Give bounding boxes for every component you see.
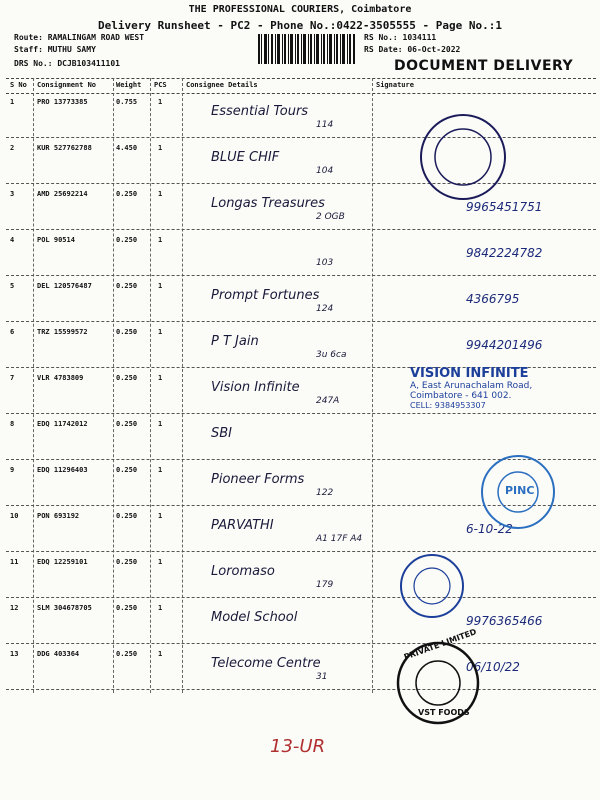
row-consignment-number: VLR 4783809 <box>37 374 84 382</box>
row-sno: 8 <box>10 420 15 428</box>
row-sno: 5 <box>10 282 15 290</box>
col-sno: S No <box>10 81 27 89</box>
row-consignee-handwriting: Model School <box>211 610 298 625</box>
row-consignment-number: PON 693192 <box>37 512 80 520</box>
row-sno: 9 <box>10 466 15 474</box>
table-row <box>6 184 596 230</box>
row-weight: 0.250 <box>116 190 138 198</box>
row-consignee-extra: 124 <box>316 304 334 314</box>
row-weight: 0.250 <box>116 282 138 290</box>
row-sno: 7 <box>10 374 15 382</box>
row-consignment-number: DDG 403364 <box>37 650 80 658</box>
route-label: Route: RAMALINGAM ROAD WEST <box>14 33 145 42</box>
row-consignee-handwriting: Loromaso <box>211 564 275 579</box>
blue-round-stamp-icon <box>398 552 466 620</box>
round-stamp-icon <box>418 112 508 202</box>
row-sno: 4 <box>10 236 15 244</box>
row-pcs: 1 <box>158 98 163 106</box>
row-consignee-extra: 31 <box>316 672 328 682</box>
row-pcs: 1 <box>158 374 163 382</box>
row-consignee-extra: 103 <box>316 258 334 268</box>
row-sno: 11 <box>10 558 19 566</box>
row-weight: 4.450 <box>116 144 138 152</box>
row-consignee-handwriting: Vision Infinite <box>211 380 300 395</box>
row-consignment-number: TRZ 15599572 <box>37 328 88 336</box>
row-consignment-number: SLM 304678705 <box>37 604 92 612</box>
row-weight: 0.250 <box>116 604 138 612</box>
row-weight: 0.250 <box>116 466 138 474</box>
row-signature: 9944201496 <box>466 338 543 352</box>
row-consignee-handwriting: SBI <box>211 426 233 441</box>
table-row <box>6 276 596 322</box>
pinc-stamp-text: PINC <box>505 484 535 497</box>
vision-stamp-city: Coimbatore - 641 002. <box>410 391 512 401</box>
staff-label: Staff: MUTHU SAMY <box>14 45 96 54</box>
table-row <box>6 552 596 598</box>
row-signature: 9976365466 <box>466 614 543 628</box>
row-consignee-extra: 2 OGB <box>316 212 345 222</box>
row-consignee-extra: 247A <box>316 396 340 406</box>
table-row <box>6 598 596 644</box>
row-sno: 13 <box>10 650 19 658</box>
row-weight: 0.250 <box>116 374 138 382</box>
row-sno: 6 <box>10 328 15 336</box>
row-consignment-number: EDQ 11742012 <box>37 420 88 428</box>
vst-foods-text: VST FOODS <box>418 708 470 717</box>
row-consignment-number: POL 90514 <box>37 236 75 244</box>
row-sno: 1 <box>10 98 15 106</box>
row-consignee-extra: A1 17F A4 <box>316 534 363 544</box>
table-row <box>6 230 596 276</box>
vision-infinite-stamp <box>410 366 600 410</box>
rs-number: RS No.: 1034111 <box>364 33 437 42</box>
col-signature: Signature <box>376 81 414 89</box>
row-pcs: 1 <box>158 558 163 566</box>
row-consignee-extra: 104 <box>316 166 334 176</box>
row-consignment-number: EDQ 11296403 <box>37 466 88 474</box>
row-consignee-extra: 179 <box>316 580 334 590</box>
row-signature: 4366795 <box>466 292 520 306</box>
row-consignee-handwriting: PARVATHI <box>211 518 274 533</box>
row-consignment-number: KUR 527762788 <box>37 144 92 152</box>
row-signature: 6-10-22 <box>466 522 513 536</box>
row-pcs: 1 <box>158 236 163 244</box>
col-pcs: PCS <box>154 81 167 89</box>
col-consignee: Consignee Details <box>186 81 258 89</box>
row-pcs: 1 <box>158 466 163 474</box>
rs-date: RS Date: 06-Oct-2022 <box>364 45 461 54</box>
row-sno: 12 <box>10 604 19 612</box>
row-divider <box>6 689 596 690</box>
row-consignee-extra: 3u 6ca <box>316 350 347 360</box>
col-weight: Weight <box>116 81 142 89</box>
row-consignee-extra: 114 <box>316 120 334 130</box>
row-consignee-handwriting: BLUE CHIF <box>211 150 280 165</box>
drs-number: DRS No.: DCJB103411101 <box>14 59 120 68</box>
row-consignment-number: PRO 13773385 <box>37 98 88 106</box>
row-signature: 06/10/22 <box>466 660 520 674</box>
handwritten-footnote: 13-UR <box>270 736 326 757</box>
row-weight: 0.755 <box>116 98 138 106</box>
company-title: THE PROFESSIONAL COURIERS, Coimbatore <box>188 4 412 15</box>
row-consignee-handwriting: Prompt Fortunes <box>211 288 320 303</box>
row-consignment-number: DEL 120576487 <box>37 282 92 290</box>
row-sno: 2 <box>10 144 15 152</box>
row-pcs: 1 <box>158 420 163 428</box>
row-signature: 9965451751 <box>466 200 543 214</box>
row-consignee-handwriting: Longas Treasures <box>211 196 325 211</box>
row-pcs: 1 <box>158 328 163 336</box>
row-weight: 0.250 <box>116 236 138 244</box>
document-delivery-stamp: DOCUMENT DELIVERY <box>394 58 574 74</box>
row-weight: 0.250 <box>116 558 138 566</box>
row-consignment-number: EDQ 12259101 <box>37 558 88 566</box>
vision-stamp-address: A, East Arunachalam Road, <box>410 381 533 391</box>
row-weight: 0.250 <box>116 328 138 336</box>
row-weight: 0.250 <box>116 512 138 520</box>
private-limited-text: PRIVATE LIMITED <box>402 627 478 662</box>
table-row <box>6 322 596 368</box>
vision-stamp-name: VISION INFINITE <box>410 366 529 381</box>
runsheet-subtitle: Delivery Runsheet - PC2 - Phone No.:0422-3505555 - Page No.:1 <box>98 19 502 32</box>
vision-stamp-cell: CELL: 9384953307 <box>410 401 486 410</box>
row-pcs: 1 <box>158 282 163 290</box>
row-consignee-handwriting: Essential Tours <box>211 104 309 119</box>
row-signature: 9842224782 <box>466 246 543 260</box>
table-row <box>6 644 596 690</box>
row-consignee-handwriting: Telecome Centre <box>211 656 321 671</box>
row-pcs: 1 <box>158 604 163 612</box>
barcode-image <box>258 34 355 64</box>
table-row <box>6 92 596 138</box>
col-consignment: Consignment No <box>37 81 97 89</box>
row-consignee-extra: 122 <box>316 488 334 498</box>
row-pcs: 1 <box>158 144 163 152</box>
row-weight: 0.250 <box>116 420 138 428</box>
row-pcs: 1 <box>158 650 163 658</box>
row-sno: 10 <box>10 512 19 520</box>
row-consignee-handwriting: Pioneer Forms <box>211 472 305 487</box>
row-pcs: 1 <box>158 190 163 198</box>
row-consignee-handwriting: P T Jain <box>211 334 259 349</box>
row-consignment-number: AMD 25692214 <box>37 190 88 198</box>
row-pcs: 1 <box>158 512 163 520</box>
row-sno: 3 <box>10 190 15 198</box>
row-weight: 0.250 <box>116 650 138 658</box>
